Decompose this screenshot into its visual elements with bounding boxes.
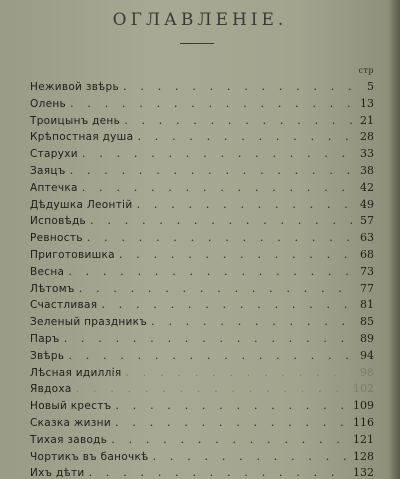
toc-entry xyxy=(30,212,374,229)
toc-entry-title: Старухи xyxy=(30,148,78,161)
toc-entry-title: Сказка жизни xyxy=(30,416,111,429)
dot-leader xyxy=(136,196,352,213)
toc-entry-page: 38 xyxy=(360,163,374,177)
dot-leader xyxy=(90,212,352,229)
toc-entry-title: Лѣтомъ xyxy=(30,282,75,295)
dot-leader xyxy=(82,179,352,196)
toc-entry xyxy=(30,78,374,95)
dot-leader xyxy=(79,280,352,297)
toc-entry-title: Ревность xyxy=(30,232,83,245)
toc-entry-title: Лѣсная идиллія xyxy=(30,366,122,379)
toc-entry-title: Ихъ дѣти xyxy=(30,467,85,479)
dot-leader xyxy=(82,145,352,162)
dot-leader xyxy=(124,112,352,129)
toc-entry-page: 68 xyxy=(360,247,374,261)
dot-leader xyxy=(111,431,349,448)
toc-entry-title: Новый крестъ xyxy=(30,400,112,413)
toc-entry xyxy=(30,380,374,397)
toc-entry-page: 102 xyxy=(353,382,374,396)
toc-entry-page: 98 xyxy=(360,365,374,379)
dot-leader xyxy=(68,347,352,364)
toc-entry-page: 77 xyxy=(360,281,374,295)
toc-entry-page: 33 xyxy=(360,147,374,161)
toc-entry xyxy=(30,95,374,112)
toc-entry-page: 116 xyxy=(353,415,374,429)
title-divider xyxy=(180,43,214,44)
toc-entry xyxy=(30,330,374,347)
toc-entry xyxy=(30,246,374,263)
toc-entry-page: 42 xyxy=(360,180,374,194)
dot-leader xyxy=(151,313,352,330)
toc-entry xyxy=(30,448,374,465)
toc-entry xyxy=(30,414,374,431)
toc-entry-title: Исповѣдь xyxy=(30,215,87,228)
toc-entry-title: Аптечка xyxy=(30,181,78,194)
toc-entry xyxy=(30,431,374,448)
toc-entry-title: Зеленый праздникъ xyxy=(30,316,148,329)
dot-leader xyxy=(123,78,352,95)
toc-entry-page: 121 xyxy=(353,432,374,446)
toc-entry-page: 49 xyxy=(360,197,374,211)
toc-entry-page: 132 xyxy=(353,466,374,479)
table-of-contents xyxy=(30,78,374,479)
dot-leader xyxy=(64,330,352,347)
toc-entry xyxy=(30,347,374,364)
toc-entry-title: Весна xyxy=(30,265,65,278)
toc-entry-page: 13 xyxy=(360,96,374,110)
toc-entry-title: Паръ xyxy=(30,332,60,345)
toc-entry xyxy=(30,397,374,414)
toc-entry-page: 81 xyxy=(360,298,374,312)
toc-entry-title: Неживой звѣрь xyxy=(30,81,119,93)
toc-entry xyxy=(30,112,374,129)
toc-entry xyxy=(30,145,374,162)
toc-entry-page: 128 xyxy=(353,449,374,463)
toc-entry xyxy=(30,364,374,381)
toc-entry-page: 5 xyxy=(367,80,374,93)
toc-entry xyxy=(30,128,374,145)
page-column-label: стр xyxy=(358,66,374,75)
dot-leader xyxy=(101,296,352,313)
dot-leader xyxy=(87,229,352,246)
toc-entry-title: Чортикъ въ баночкѣ xyxy=(30,450,149,463)
toc-entry xyxy=(30,313,374,330)
toc-entry-title: Дѣдушка Леонтій xyxy=(30,198,133,211)
dot-leader xyxy=(115,414,349,431)
toc-entry xyxy=(30,229,374,246)
toc-entry-title: Троицынъ день xyxy=(30,114,121,127)
toc-entry-page: 21 xyxy=(360,113,374,127)
toc-entry-page: 73 xyxy=(360,264,374,278)
toc-entry-page: 85 xyxy=(360,315,374,329)
toc-entry xyxy=(30,280,374,297)
toc-entry-page: 57 xyxy=(360,214,374,228)
dot-leader xyxy=(88,464,349,479)
toc-entry-page: 63 xyxy=(360,231,374,245)
toc-entry xyxy=(30,162,374,179)
toc-entry xyxy=(30,179,374,196)
dot-leader xyxy=(152,448,349,465)
toc-entry-title: Олень xyxy=(30,97,66,110)
dot-leader xyxy=(119,246,352,263)
dot-leader xyxy=(70,162,352,179)
toc-entry-title: Приготовишка xyxy=(30,248,115,261)
toc-entry-page: 109 xyxy=(353,399,374,413)
toc-entry-page: 89 xyxy=(360,331,374,345)
dot-leader xyxy=(76,380,349,397)
toc-entry xyxy=(30,296,374,313)
toc-entry-title: Крѣпостная душа xyxy=(30,131,134,144)
toc-entry-page: 28 xyxy=(360,130,374,144)
toc-entry xyxy=(30,196,374,213)
dot-leader xyxy=(70,95,352,112)
toc-entry-title: Заяцъ xyxy=(30,164,66,177)
toc-entry xyxy=(30,464,374,479)
toc-entry-page: 94 xyxy=(360,348,374,362)
toc-entry-title: Явдоха xyxy=(30,383,72,396)
dot-leader xyxy=(68,263,352,280)
toc-entry xyxy=(30,263,374,280)
dot-leader xyxy=(125,364,352,381)
dot-leader xyxy=(115,397,349,414)
toc-entry-title: Тихая заводь xyxy=(30,433,108,446)
dot-leader xyxy=(137,128,352,145)
page-title: ОГЛАВЛЕНІЕ. xyxy=(112,10,288,30)
toc-entry-title: Счастливая xyxy=(30,299,98,312)
toc-entry-title: Звѣрь xyxy=(30,349,65,362)
